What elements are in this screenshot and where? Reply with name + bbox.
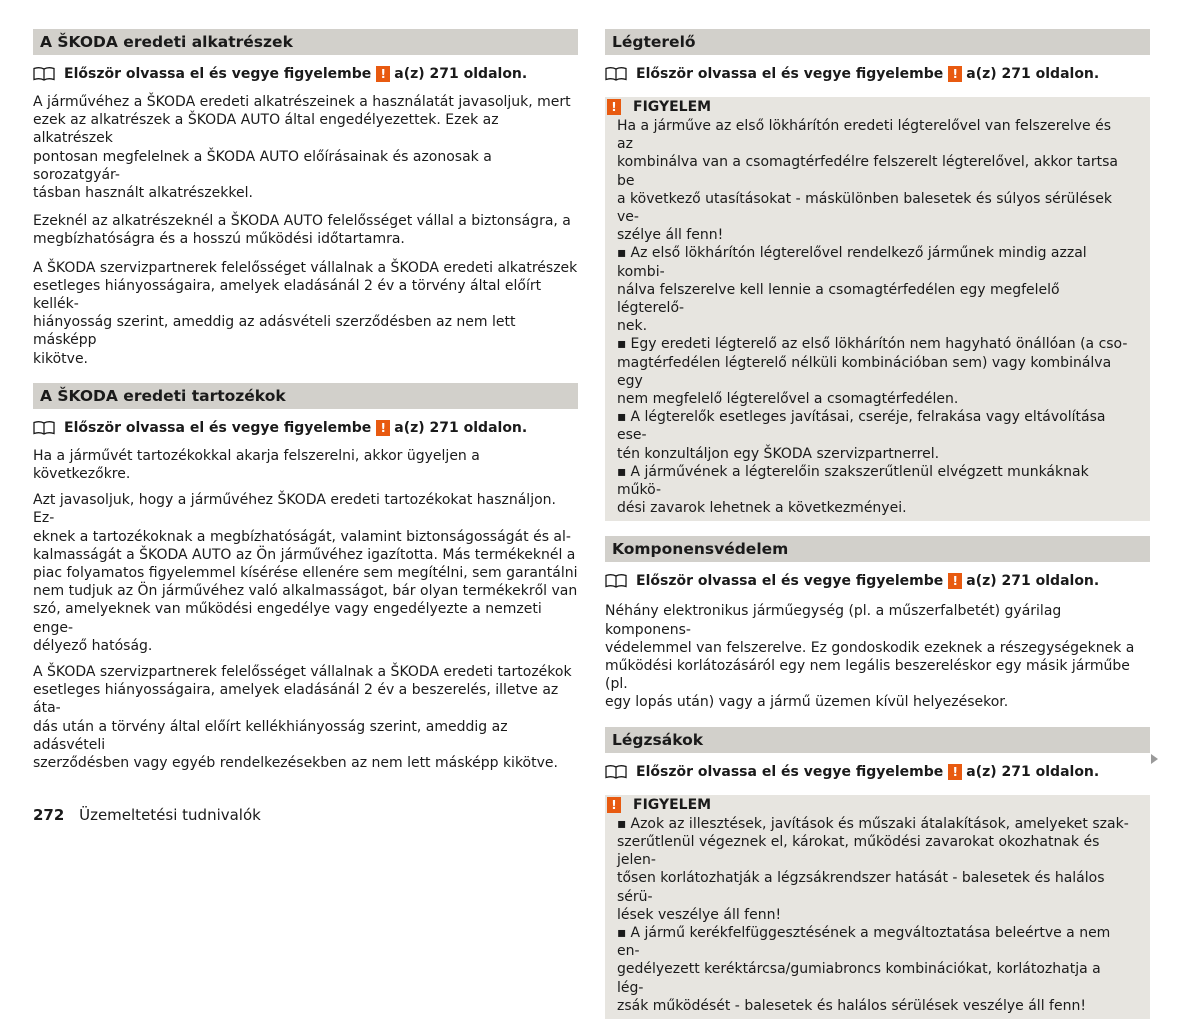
- text-line: piac folyamatos figyelemmel kísérése ellenére sem megítélni, sem garantálni: [33, 565, 578, 582]
- reference-page-link[interactable]: a(z) 271 oldalon.: [966, 763, 1100, 780]
- reference-prefix: Először olvassa el és vegye figyelembe: [64, 419, 372, 436]
- text-line: kombinálva van a csomagtérfedélre felszerelt légterelővel, akkor tartsa be: [617, 154, 1118, 189]
- reference-line: [33, 65, 578, 83]
- warning-icon: !: [948, 764, 962, 780]
- bullet-line: ▪ Az első lökhárítón légterelővel rendelkező járműnek mindig azzal kombi-: [617, 244, 1130, 280]
- reference-line: [33, 419, 578, 437]
- text-line: A ŠKODA szervizpartnerek felelősséget vállalnak a ŠKODA eredeti tartozékok: [33, 664, 572, 681]
- text-line: hiányosság szerint, ameddig az adásvételi szerződésben az nem lett másképp: [33, 314, 516, 349]
- warning-box: [605, 97, 1150, 521]
- warning-header: [605, 795, 1150, 815]
- paragraph: [33, 212, 578, 248]
- warning-box: [605, 795, 1150, 1019]
- text-line: Ha a járműve az első lökhárítón eredeti légterelővel van felszerelve és az: [617, 118, 1111, 153]
- text-line: szó, amelyeknek van működési engedélye vagy engedélyezte a nemzeti enge-: [33, 601, 542, 636]
- page-number: 272: [33, 806, 65, 824]
- page-footer: [33, 806, 261, 824]
- text-line: nem tudjuk az Ön járművéhez való alkalmasságot, bár olyan termékekről van: [33, 583, 578, 600]
- paragraph: [605, 602, 1150, 711]
- warning-icon: !: [607, 99, 621, 115]
- warning-header: [605, 97, 1150, 117]
- bullet-line: ▪ Azok az illesztések, javítások és műszaki átalakítások, amelyeket szak-: [617, 815, 1130, 833]
- paragraph: [33, 491, 578, 655]
- text-line: nek.: [617, 318, 648, 335]
- text-line: egy lopás után) vagy a jármű üzemen kívül helyezésekor.: [605, 694, 1009, 711]
- warning-icon: !: [948, 573, 962, 589]
- warning-icon: !: [607, 797, 621, 813]
- section-heading-genuine-parts: A ŠKODA eredeti alkatrészek: [33, 29, 578, 55]
- section-heading-airbags: Légzsákok: [605, 727, 1150, 753]
- text-line: eknek a tartozékoknak a megbízhatóságát, valamint biztonságosságát és al-: [33, 528, 571, 545]
- text-line: nálva felszerelve kell lennie a csomagtérfedélen egy megfelelő légterelő-: [617, 281, 1060, 317]
- bullet-line: ▪ Egy eredeti légterelő az első lökhárítón nem hagyható önállóan (a cso-: [617, 335, 1130, 353]
- text-line: kikötve.: [33, 350, 89, 367]
- text-line: zsák működését - balesetek és halálos sérülések veszélye áll fenn!: [617, 997, 1086, 1014]
- reference-line: [605, 65, 1150, 83]
- text-line: Néhány elektronikus járműegység (pl. a műszerfalbetét) gyárilag komponens-: [605, 603, 1062, 638]
- footer-section-title: Üzemeltetési tudnivalók: [79, 806, 261, 824]
- right-column: [605, 29, 1150, 1019]
- text-line: kalmasságát a ŠKODA AUTO az Ön járművéhez igazította. Más termékeknél a: [33, 546, 576, 563]
- text-line: pontosan megfelelnek a ŠKODA AUTO előírásainak és azonosak a sorozatgyár-: [33, 148, 492, 183]
- text-line: működési korlátozásáról egy nem legális beszereléskor egy másik járműbe (pl.: [605, 658, 1130, 693]
- warning-body: [605, 117, 1150, 517]
- text-line: dési zavarok lehetnek a következményei.: [617, 500, 907, 517]
- book-icon: [605, 574, 627, 588]
- reference-prefix: Először olvassa el és vegye figyelembe: [636, 66, 944, 82]
- reference-prefix: Először olvassa el és vegye figyelembe: [636, 763, 944, 780]
- warning-icon: !: [948, 66, 962, 82]
- text-line: szerződésben vagy egyéb rendelkezésekben az nem lett másképp kikötve.: [33, 755, 558, 772]
- book-icon: [605, 765, 627, 779]
- reference-page-link[interactable]: a(z) 271 oldalon.: [394, 419, 528, 436]
- paragraph: [33, 93, 578, 202]
- text-line: esetleges hiányosságaira, amelyek eladásánál 2 év a törvény által előírt kellék-: [33, 277, 542, 313]
- text-line: szerűtlenül végeznek el, károkat, működési zavarokat okozhatnak és jelen-: [617, 833, 1100, 869]
- text-line: megbízhatóságra és a hosszú működési időtartamra.: [33, 231, 405, 248]
- book-icon: [33, 421, 55, 435]
- reference-page-link[interactable]: a(z) 271 oldalon.: [394, 66, 528, 82]
- text-line: a következő utasításokat - máskülönben balesetek és súlyos sérülések ve-: [617, 190, 1112, 226]
- text-line: nem megfelelő légterelővel a csomagtérfedélen.: [617, 391, 959, 408]
- reference-prefix: Először olvassa el és vegye figyelembe: [64, 66, 372, 82]
- next-page-arrow-icon[interactable]: [1151, 754, 1158, 764]
- text-line: dás után a törvény által előírt kellékhiányosság szerint, ameddig az adásvételi: [33, 718, 508, 753]
- text-line: tősen korlátozhatják a légzsákrendszer hatását - balesetek és halálos sérü-: [617, 870, 1105, 905]
- text-line: Ezeknél az alkatrészeknél a ŠKODA AUTO felelősséget vállal a biztonságra, a: [33, 213, 571, 230]
- book-icon: [33, 67, 55, 81]
- warning-title: FIGYELEM: [633, 99, 712, 115]
- text-line: Azt javasoljuk, hogy a járművéhez ŠKODA eredeti tartozékokat használjon. Ez-: [33, 492, 556, 527]
- warning-icon: !: [376, 420, 390, 436]
- text-line: délyező hatóság.: [33, 637, 153, 654]
- paragraph: [33, 259, 578, 368]
- paragraph: [33, 663, 578, 772]
- bullet-line: ▪ A jármű kerékfelfüggesztésének a megváltoztatása beleértve a nem en-: [617, 924, 1130, 960]
- section-heading-genuine-accessories: A ŠKODA eredeti tartozékok: [33, 383, 578, 409]
- warning-icon: !: [376, 66, 390, 82]
- text-line: tásban használt alkatrészekkel.: [33, 185, 253, 202]
- paragraph: [33, 447, 578, 483]
- book-icon: [605, 67, 627, 81]
- bullet-line: ▪ A légterelők esetleges javításai, cseréje, felrakása vagy eltávolítása ese-: [617, 408, 1130, 444]
- text-line: Ha a járművét tartozékokkal akarja felszerelni, akkor ügyeljen a következőkre.: [33, 447, 480, 483]
- text-line: A ŠKODA szervizpartnerek felelősséget vállalnak a ŠKODA eredeti alkatrészek: [33, 259, 578, 276]
- text-line: magtérfedélen légterelő nélküli kombinációban sem) vagy kombinálva egy: [617, 354, 1112, 389]
- text-line: védelemmel van felszerelve. Ez gondoskodik ezeknek a részegységeknek a: [605, 639, 1135, 656]
- left-column: [33, 29, 578, 772]
- text-line: tén konzultáljon egy ŠKODA szervizpartnerrel.: [617, 445, 940, 462]
- bullet-line: ▪ A járművének a légterelőin szakszerűtlenül elvégzett munkáknak műkö-: [617, 463, 1130, 499]
- warning-title: FIGYELEM: [633, 796, 712, 813]
- text-line: gedélyezett keréktárcsa/gumiabroncs kombinációkat, korlátozhatja a lég-: [617, 961, 1101, 996]
- section-heading-component-protection: Komponensvédelem: [605, 536, 1150, 562]
- reference-line: [605, 763, 1150, 781]
- reference-page-link[interactable]: a(z) 271 oldalon.: [966, 573, 1100, 590]
- reference-line: [605, 572, 1150, 590]
- text-line: szélye áll fenn!: [617, 227, 724, 244]
- section-heading-deflector: Légterelő: [605, 29, 1150, 55]
- reference-page-link[interactable]: a(z) 271 oldalon.: [966, 66, 1100, 82]
- text-line: esetleges hiányosságaira, amelyek eladásánál 2 év a beszerelés, illetve az áta-: [33, 682, 559, 717]
- reference-prefix: Először olvassa el és vegye figyelembe: [636, 573, 944, 590]
- text-line: lések veszélye áll fenn!: [617, 906, 782, 923]
- text-line: ezek az alkatrészek a ŠKODA AUTO által engedélyezettek. Ezek az alkatrészek: [33, 112, 499, 147]
- text-line: A járművéhez a ŠKODA eredeti alkatrészeinek a használatát javasoljuk, mert: [33, 94, 571, 110]
